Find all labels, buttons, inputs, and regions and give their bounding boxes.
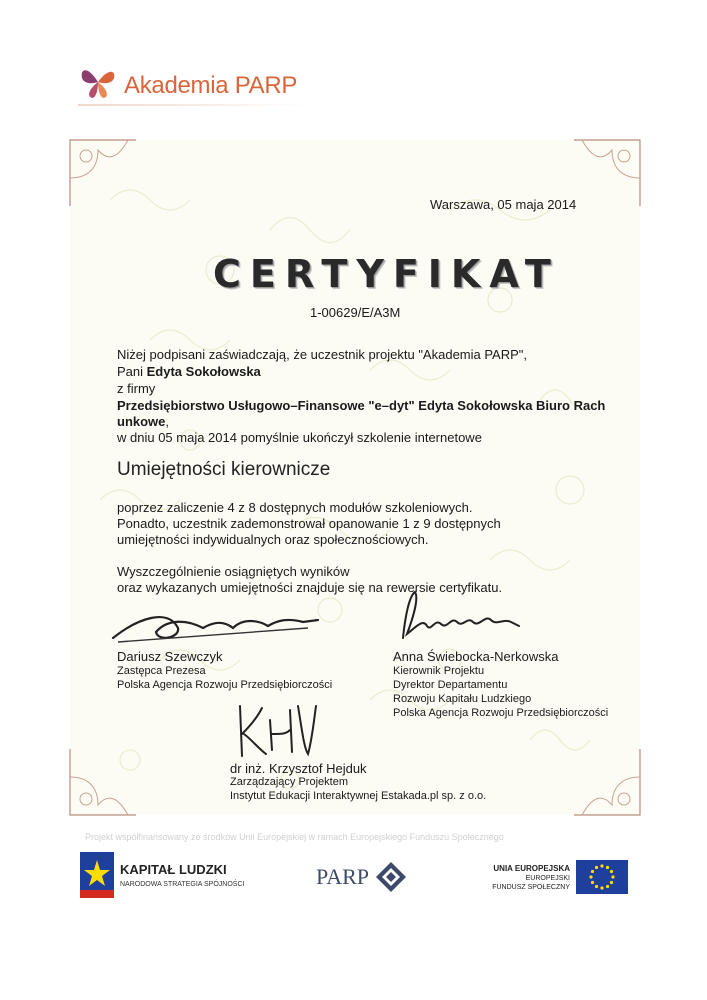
parp-logo [316,860,416,896]
intro-text: Niżej podpisani zaświadczają, że uczestnik projektu "Akademia PARP", [117,347,528,362]
date-line: Warszawa, 05 maja 2014 [430,197,577,212]
kapital-ludzki-logo [80,852,250,898]
modules-line-3: umiejętności indywidualnych oraz społecznościowych. [117,532,429,547]
eu-logo [470,858,630,898]
eu-line-1: UNIA EUROPEJSKA [493,864,570,873]
signature-right [395,588,525,648]
recipient-name: Edyta Sokołowska [146,364,261,379]
course-title: Umiejętności kierownicze [117,459,331,480]
signatory-center-name: dr inż. Krzysztof Hejduk [230,761,367,776]
kapital-ludzki-star-icon [80,852,114,903]
corner-ornament-bottom-left [68,747,138,817]
kapital-ludzki-subtitle: NARODOWA STRATEGIA SPÓJNOŚCI [120,881,245,888]
akademia-parp-logo [78,62,308,106]
certificate-number: 1-00629/E/A3M [310,305,401,320]
signature-left [108,598,328,648]
firm-name-line2 [117,413,169,430]
eu-line-2: EUROPEJSKI [525,875,570,882]
signature-center [232,700,322,762]
firm-name-line2-text: unkowe [117,414,166,429]
corner-ornament-top-left [68,138,138,208]
butterfly-icon [78,62,118,102]
logo-text: Akademia PARP [124,72,298,99]
parp-emblem-icon [374,860,408,899]
signatory-right-name: Anna Świebocka-Nerkowska [393,649,559,664]
certificate-title: CERTYFIKAT [213,252,560,296]
eu-line-3: FUNDUSZ SPOŁECZNY [492,884,570,891]
results-line-2: oraz wykazanych umiejętności znajduje się na rewersie certyfikatu. [117,580,503,595]
cofinance-note: Projekt współfinansowany ze środków Unii Europejskiej w ramach Europejskiego Funduszu Społecznego [85,832,504,842]
eu-flag-icon [576,860,628,899]
modules-line-1: poprzez zaliczenie 4 z 8 dostępnych modułów szkoleniowych. [117,500,473,515]
signatory-center-org: Instytut Edukacji Interaktywnej Estakada.pl sp. z o.o. [230,790,487,802]
recipient-line [117,363,261,380]
signatory-center-role: Zarządzający Projektem [230,776,348,788]
parp-logo-text: PARP [316,864,370,889]
corner-ornament-bottom-right [572,747,642,817]
signatory-right-role-1: Kierownik Projektu [393,665,485,677]
firm-label: z firmy [117,381,156,396]
corner-ornament-top-right [572,138,642,208]
firm-name-comma: , [165,414,170,429]
modules-line-2: Ponadto, uczestnik zademonstrował opanowanie 1 z 9 dostępnych [117,516,501,531]
recipient-prefix: Pani [117,364,147,379]
logo-underline [78,104,308,106]
signatory-right-role-3: Rozwoju Kapitału Ludzkiego [393,693,532,705]
results-line-1: Wyszczególnienie osiągniętych wyników [117,564,350,579]
signatory-left-name: Dariusz Szewczyk [117,649,223,664]
completion-date-sentence: w dniu 05 maja 2014 pomyślnie ukończył szkolenie internetowe [117,430,482,445]
kapital-ludzki-title: KAPITAŁ LUDZKI [120,862,227,877]
signatory-right-org: Polska Agencja Rozwoju Przedsiębiorczości [393,707,609,719]
signatory-right-role-2: Dyrektor Departamentu [393,679,508,691]
firm-name-line1: Przedsiębiorstwo Usługowo–Finansowe "e–dyt" Edyta Sokołowska Biuro Rach [117,398,606,413]
signatory-left-org: Polska Agencja Rozwoju Przedsiębiorczości [117,679,333,691]
signatory-left-role: Zastępca Prezesa [117,665,206,677]
